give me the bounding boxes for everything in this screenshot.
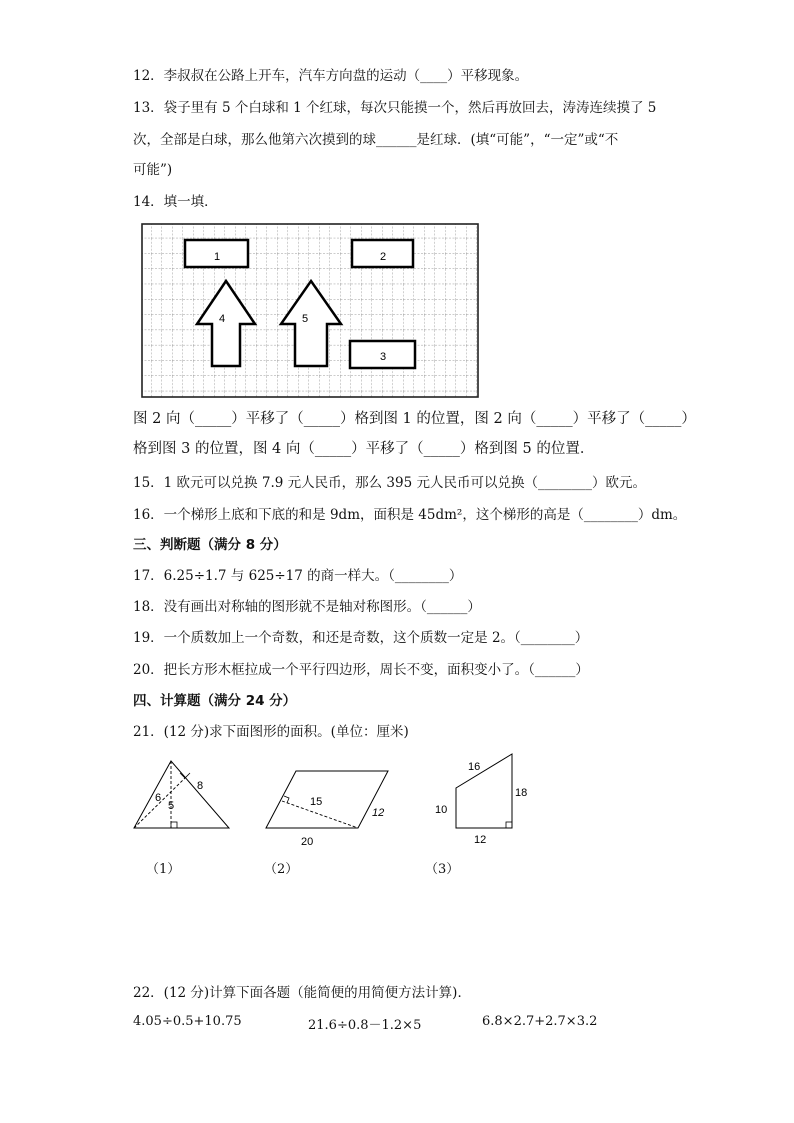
calc-expression-3: 6.8×2.7+2.7×3.2 xyxy=(482,1014,598,1029)
rect-3-label: 3 xyxy=(379,351,387,363)
question-15: 15．1 欧元可以兑换 7.9 元人民币，那么 395 元人民币可以兑换（________）欧元。 xyxy=(133,475,646,491)
trapezoid-figure xyxy=(430,750,535,850)
question-13-line-3: 可能”) xyxy=(133,162,173,178)
question-14-answer-1: 图 2 向（_____）平移了（_____）格到图 1 的位置，图 2 向（_____）平移了（_____） xyxy=(133,411,696,427)
question-21: 21．(12 分)求下面图形的面积。(单位：厘米) xyxy=(133,724,409,740)
question-17: 17．6.25÷1.7 与 625÷17 的商一样大。（________） xyxy=(133,568,463,584)
parallelogram-label-15: 15 xyxy=(310,796,323,808)
question-14: 14．填一填． xyxy=(133,194,218,210)
figure-caption-1: （1） xyxy=(146,862,181,877)
parallelogram-label-12: 12 xyxy=(372,807,385,819)
question-22: 22．(12 分)计算下面各题（能简便的用简便方法计算)． xyxy=(133,985,471,1001)
triangle-label-6: 6 xyxy=(155,792,162,804)
translation-grid-figure xyxy=(141,223,481,399)
question-18: 18．没有画出对称轴的图形就不是轴对称图形。（______） xyxy=(133,599,481,615)
question-16: 16．一个梯形上底和下底的和是 9dm，面积是 45dm²，这个梯形的高是（________）dm。 xyxy=(133,507,687,523)
arrow-5-label: 5 xyxy=(301,313,309,325)
parallelogram-figure xyxy=(260,765,395,850)
figure-caption-2: （2） xyxy=(264,862,299,877)
trapezoid-label-10: 10 xyxy=(435,804,448,816)
section-3-heading: 三、判断题（满分 8 分） xyxy=(133,537,287,553)
triangle-label-5: 5 xyxy=(168,800,175,812)
trapezoid-label-16: 16 xyxy=(468,761,481,773)
calc-expression-1: 4.05÷0.5+10.75 xyxy=(133,1014,242,1029)
question-19: 19．一个质数加上一个奇数，和还是奇数，这个质数一定是 2。（________） xyxy=(133,630,589,646)
parallelogram-label-20: 20 xyxy=(301,836,314,848)
rect-2-label: 2 xyxy=(379,251,387,263)
rect-1-label: 1 xyxy=(213,251,221,263)
arrow-4-label: 4 xyxy=(218,313,226,325)
figure-caption-3: （3） xyxy=(425,862,460,877)
question-12: 12．李叔叔在公路上开车，汽车方向盘的运动（____）平移现象。 xyxy=(133,68,529,84)
trapezoid-label-12: 12 xyxy=(474,834,487,846)
calc-expression-2: 21.6÷0.8－1.2×5 xyxy=(308,1018,422,1033)
question-13-line-2: 次，全部是白球，那么他第六次摸到的球______是红球．(填“可能”，“一定”或“不 xyxy=(133,132,619,148)
question-20: 20．把长方形木框拉成一个平行四边形，周长不变，面积变小了。（______） xyxy=(133,662,589,678)
trapezoid-label-18: 18 xyxy=(515,787,528,799)
question-13-line-1: 13．袋子里有 5 个白球和 1 个红球，每次只能摸一个，然后再放回去，涛涛连续摸了 5 xyxy=(133,100,657,116)
triangle-figure xyxy=(128,755,238,835)
triangle-label-8: 8 xyxy=(197,780,204,792)
section-4-heading: 四、计算题（满分 24 分） xyxy=(133,693,297,709)
question-14-answer-2: 格到图 3 的位置，图 4 向（_____）平移了（_____）格到图 5 的位置． xyxy=(133,441,595,457)
